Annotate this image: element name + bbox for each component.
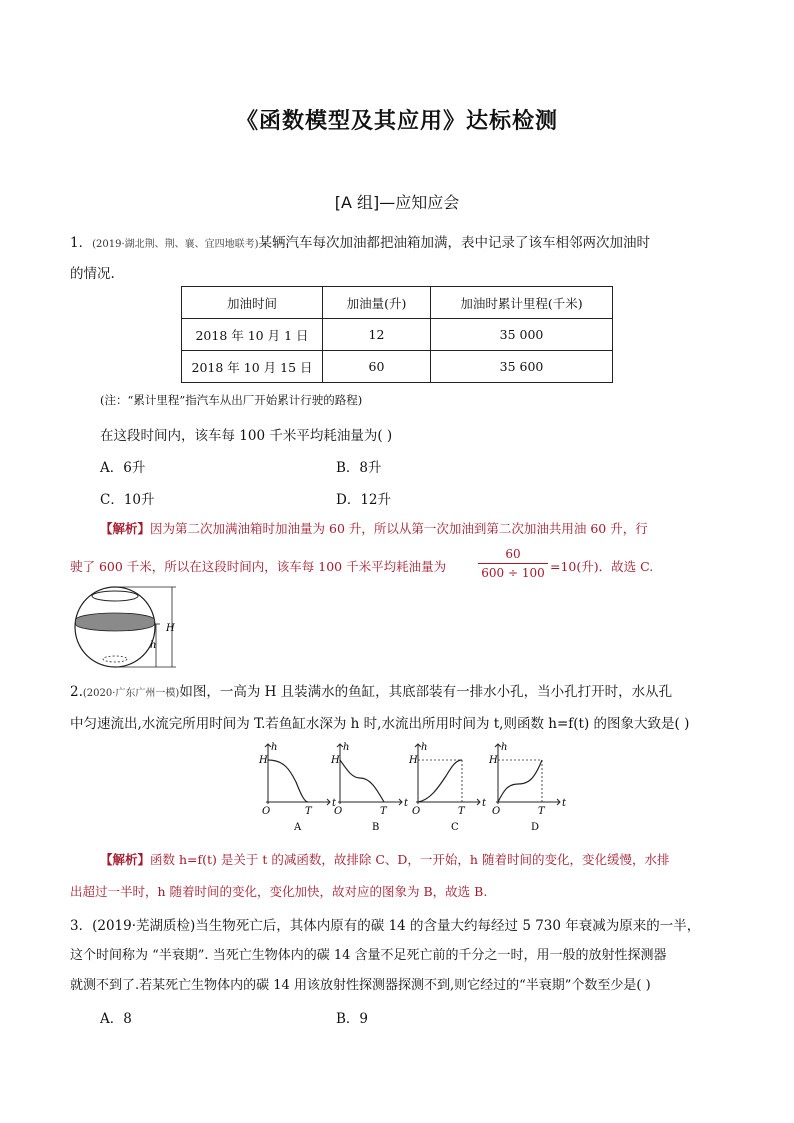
table-row bbox=[182, 319, 613, 351]
curve-d bbox=[498, 760, 542, 802]
q1-option-a: A．6升 bbox=[100, 460, 146, 476]
fuel-table bbox=[181, 286, 613, 383]
q1-option-d: D．12升 bbox=[336, 492, 392, 508]
origin: O bbox=[334, 806, 343, 817]
graph-label: D bbox=[531, 822, 540, 833]
q2-stem-line2: 中匀速流出,水流完所用时间为 T.若鱼缸水深为 h 时,水流出所用时间为 t,则函数 h=f(t) 的图象大致是( ) bbox=[70, 716, 690, 732]
page-title: 《函数模型及其应用》达标检测 bbox=[235, 109, 558, 134]
q1-solution-fraction bbox=[478, 546, 548, 581]
q1-option-c: C．10升 bbox=[100, 492, 155, 508]
table-cell: 2018 年 10 月 15 日 bbox=[182, 351, 323, 383]
drain-hole bbox=[103, 656, 127, 662]
q3-number: 3． bbox=[70, 918, 93, 934]
graph-label: A bbox=[294, 822, 302, 833]
origin: O bbox=[262, 806, 271, 817]
table-cell: 60 bbox=[323, 351, 431, 383]
ymark: H bbox=[259, 755, 268, 766]
q1-solution-text: 因为第二次加满油箱时加油量为 60 升，所以从第一次加油到第二次加油共用油 60 升，行 bbox=[150, 521, 648, 536]
table-cell: 35 600 bbox=[431, 351, 613, 383]
origin: O bbox=[492, 806, 501, 817]
table-row bbox=[182, 351, 613, 383]
tank-top-opening bbox=[92, 591, 138, 601]
y-label: h bbox=[501, 742, 508, 753]
water-surface bbox=[76, 613, 155, 631]
q3-stem-line1 bbox=[70, 914, 700, 934]
q1-source: (2019·湖北荆、荆、襄、宜四地联考) bbox=[92, 239, 259, 250]
answer-graphs bbox=[250, 740, 580, 836]
q3-stem-line3: 就测不到了.若某死亡生物体内的碳 14 用该放射性探测器探测不到,则它经过的“半衰期”个数至少是( ) bbox=[70, 978, 651, 993]
x-label: t bbox=[562, 798, 567, 809]
table-header-row bbox=[182, 287, 613, 319]
q2-number: 2. bbox=[70, 684, 83, 700]
q2-solution-line1 bbox=[100, 850, 669, 868]
graph-c bbox=[408, 742, 487, 833]
table-cell: 2018 年 10 月 1 日 bbox=[182, 319, 323, 351]
xmark: T bbox=[380, 806, 387, 817]
q2-stem-text: 如图，一高为 H 且装满水的鱼缸，其底部装有一排水小孔，当小孔打开时，水从孔 bbox=[179, 684, 673, 700]
y-label: h bbox=[421, 742, 428, 753]
graph-b bbox=[330, 742, 409, 833]
x-label: t bbox=[332, 798, 337, 809]
xmark: T bbox=[538, 806, 545, 817]
y-label: h bbox=[343, 742, 350, 753]
xmark: T bbox=[458, 806, 465, 817]
fraction-bar bbox=[478, 563, 548, 564]
label-H: H bbox=[166, 623, 175, 634]
q2-solution-label: 【解析】 bbox=[100, 852, 151, 867]
q1-solution-line2a: 驶了 600 千米，所以在这段时间内，该车每 100 千米平均耗油量为 bbox=[70, 559, 447, 574]
group-heading: [A 组]—应知应会 bbox=[334, 193, 460, 212]
q1-solution-line1 bbox=[100, 519, 648, 537]
ymark: H bbox=[331, 755, 340, 766]
graph-a bbox=[258, 742, 337, 833]
q3-stem-text: 当生物死亡后，其体内原有的碳 14 的含量大约每经过 5 730 年衰减为原来的一半， bbox=[195, 918, 701, 934]
x-label: t bbox=[482, 798, 487, 809]
xmark: T bbox=[305, 806, 312, 817]
graph-d bbox=[488, 742, 567, 833]
q1-stem-line1 bbox=[70, 231, 650, 251]
fraction-denominator: 600 ÷ 100 bbox=[481, 566, 545, 580]
ymark: H bbox=[489, 755, 498, 766]
q1-stem-line2: 的情况. bbox=[70, 266, 115, 282]
label-h: h bbox=[150, 640, 157, 651]
graph-label: B bbox=[372, 822, 380, 833]
table-header-cell: 加油时累计里程(千米) bbox=[431, 287, 613, 319]
q3-source: (2019·芜湖质检) bbox=[92, 918, 196, 934]
table-cell: 35 000 bbox=[431, 319, 613, 351]
origin: O bbox=[412, 806, 421, 817]
q1-option-b: B．8升 bbox=[336, 460, 382, 476]
fraction-numerator: 60 bbox=[505, 547, 521, 561]
table-cell: 12 bbox=[323, 319, 431, 351]
q2-solution-line2: 出超过一半时，h 随着时间的变化，变化加快，故对应的图象为 B，故选 B. bbox=[70, 884, 488, 899]
q3-stem-line2: 这个时间称为 “半衰期”. 当死亡生物体内的碳 14 含量不足死亡前的千分之一时，用一般的放射性探测器 bbox=[70, 948, 667, 963]
y-label: h bbox=[271, 742, 278, 753]
q2-solution-text: 函数 h=f(t) 是关于 t 的减函数，故排除 C、D，一开始，h 随着时间的变化，变化缓慢，水排 bbox=[150, 852, 670, 867]
q3-option-a: A．8 bbox=[100, 1011, 132, 1027]
q3-option-b: B．9 bbox=[336, 1011, 369, 1027]
curve-c bbox=[418, 760, 462, 802]
q1-question: 在这段时间内，该车每 100 千米平均耗油量为( ) bbox=[100, 428, 393, 444]
q1-note: (注：“累计里程”指汽车从出厂开始累计行驶的路程) bbox=[100, 393, 363, 407]
x-label: t bbox=[404, 798, 409, 809]
q1-number: 1． bbox=[70, 235, 93, 251]
q2-source: (2020·广东广州一模) bbox=[82, 688, 180, 699]
fish-tank-figure bbox=[70, 584, 190, 670]
q1-solution-label: 【解析】 bbox=[100, 521, 151, 536]
ymark: H bbox=[409, 755, 418, 766]
graph-label: C bbox=[451, 822, 459, 833]
q1-stem-text: 某辆汽车每次加油都把油箱加满，表中记录了该车相邻两次加油时 bbox=[258, 235, 651, 251]
table-header-cell: 加油量(升) bbox=[323, 287, 431, 319]
q2-stem-line1 bbox=[70, 680, 672, 700]
curve-a bbox=[268, 760, 308, 802]
curve-b bbox=[340, 760, 384, 802]
table-header-cell: 加油时间 bbox=[182, 287, 323, 319]
q1-solution-line2b: =10(升)．故选 C. bbox=[550, 559, 654, 574]
